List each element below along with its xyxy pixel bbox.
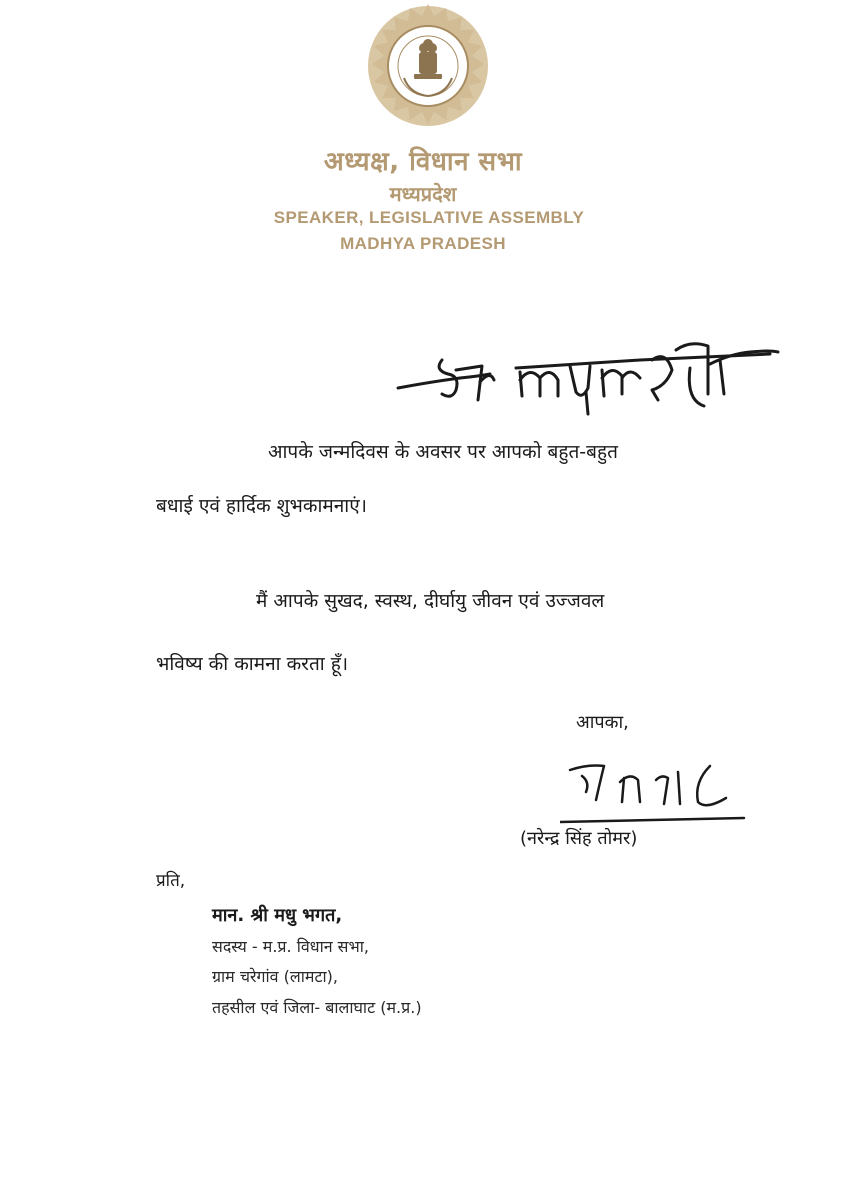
closing: आपका, [576, 712, 629, 733]
body-paragraph-1-line-1: आपके जन्मदिवस के अवसर पर आपको बहुत-बहुत [268, 441, 618, 463]
handwritten-salutation [390, 330, 780, 420]
recipient-address-line-3: तहसील एवं जिला- बालाघाट (म.प्र.) [212, 998, 422, 1017]
recipient-address-line-1: सदस्य - म.प्र. विधान सभा, [212, 937, 369, 956]
signatory-name: (नरेन्द्र सिंह तोमर) [520, 828, 638, 849]
body-paragraph-1-line-2: बधाई एवं हार्दिक शुभकामनाएं। [156, 495, 367, 517]
recipient-prefix: प्रति, [156, 871, 186, 891]
body-paragraph-2-line-2: भविष्य की कामना करता हूँ। [156, 653, 349, 675]
recipient-address-line-2: ग्राम चरेगांव (लामटा), [212, 967, 338, 986]
state-emblem-seal [364, 2, 492, 130]
letterhead-state-hindi: मध्यप्रदेश [389, 182, 457, 206]
recipient-name: मान. श्री मधु भगत, [212, 905, 343, 926]
handwritten-signature [560, 752, 750, 827]
letterhead-title-hindi: अध्यक्ष, विधान सभा [323, 147, 523, 177]
letterhead-title-english: SPEAKER, LEGISLATIVE ASSEMBLY [273, 208, 585, 227]
body-paragraph-2-line-1: मैं आपके सुखद, स्वस्थ, दीर्घायु जीवन एवं उज्जवल [256, 590, 605, 612]
letterhead-state-english: MADHYA PRADESH [340, 234, 506, 253]
